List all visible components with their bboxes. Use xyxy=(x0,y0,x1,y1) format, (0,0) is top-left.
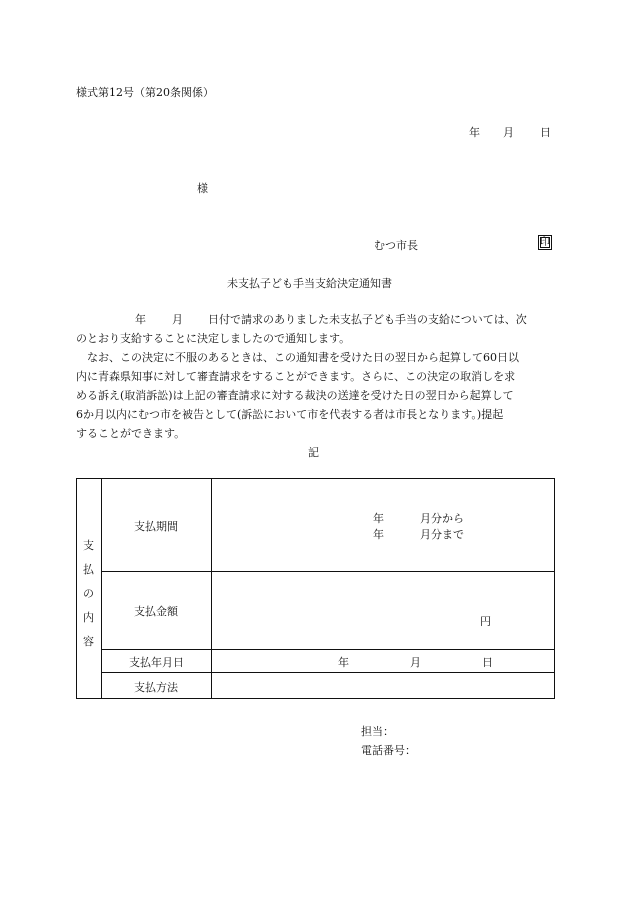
period-to-year: 年 xyxy=(373,528,384,541)
body-year-label: 年 xyxy=(135,313,146,326)
row-divider-date xyxy=(101,672,554,673)
body-line-7: することができます。 xyxy=(76,427,186,440)
contact-person-label: 担当： xyxy=(361,725,394,738)
side-column-divider xyxy=(101,479,102,698)
date-year-label: 年 xyxy=(469,126,480,139)
payment-date-year: 年 xyxy=(338,656,349,669)
date-day-label: 日 xyxy=(540,126,551,139)
payment-date-label: 支払年月日 xyxy=(129,656,184,669)
payment-details-table xyxy=(76,478,555,699)
side-label-char-5: 容 xyxy=(83,635,94,648)
body-month-label: 月 xyxy=(172,313,183,326)
seal-stamp: 印 xyxy=(540,237,550,248)
row-divider-amount xyxy=(101,649,554,650)
form-number: 様式第12号（第20条関係） xyxy=(76,86,214,99)
side-label-char-2: 払 xyxy=(83,563,94,576)
period-to-month: 月分まで xyxy=(420,528,464,541)
amount-label: 支払金額 xyxy=(134,605,178,618)
issuer-name: むつ市長 xyxy=(374,239,418,252)
body-line-5: める訴え(取消訴訟)は上記の審査請求に対する裁決の送達を受けた日の翌日から起算して xyxy=(76,389,514,402)
date-month-label: 月 xyxy=(503,126,514,139)
ki-mark: 記 xyxy=(308,446,319,459)
payment-date-month: 月 xyxy=(410,656,421,669)
contact-phone-label: 電話番号： xyxy=(361,744,416,757)
body-line-1-text: 日付で請求のありました未支払子ども手当の支給については、次 xyxy=(208,313,527,326)
payment-date-day: 日 xyxy=(482,656,493,669)
body-line-4: 内に青森県知事に対して審査請求をすることができます。さらに、この決定の取消しを求 xyxy=(76,370,516,383)
addressee-honorific: 様 xyxy=(197,182,208,195)
payment-method-label: 支払方法 xyxy=(134,681,178,694)
side-label-char-1: 支 xyxy=(83,539,94,552)
amount-yen-unit: 円 xyxy=(480,615,491,628)
body-line-3: なお、この決定に不服のあるときは、この通知書を受けた日の翌日から起算して60日以 xyxy=(76,351,519,364)
document-title: 未支払子ども手当支給決定通知書 xyxy=(227,277,392,290)
body-line-2: のとおり支給することに決定しましたので通知します。 xyxy=(76,332,351,345)
side-label-char-3: の xyxy=(83,587,94,600)
body-line-6: 6か月以内にむつ市を被告として(訴訟において市を代表する者は市長となります。)提起 xyxy=(76,408,504,421)
row-divider-period xyxy=(101,571,554,572)
label-column-divider xyxy=(211,479,212,698)
period-from-year: 年 xyxy=(373,512,384,525)
period-label: 支払期間 xyxy=(134,520,178,533)
period-from-month: 月分から xyxy=(420,512,464,525)
side-label-char-4: 内 xyxy=(83,611,94,624)
